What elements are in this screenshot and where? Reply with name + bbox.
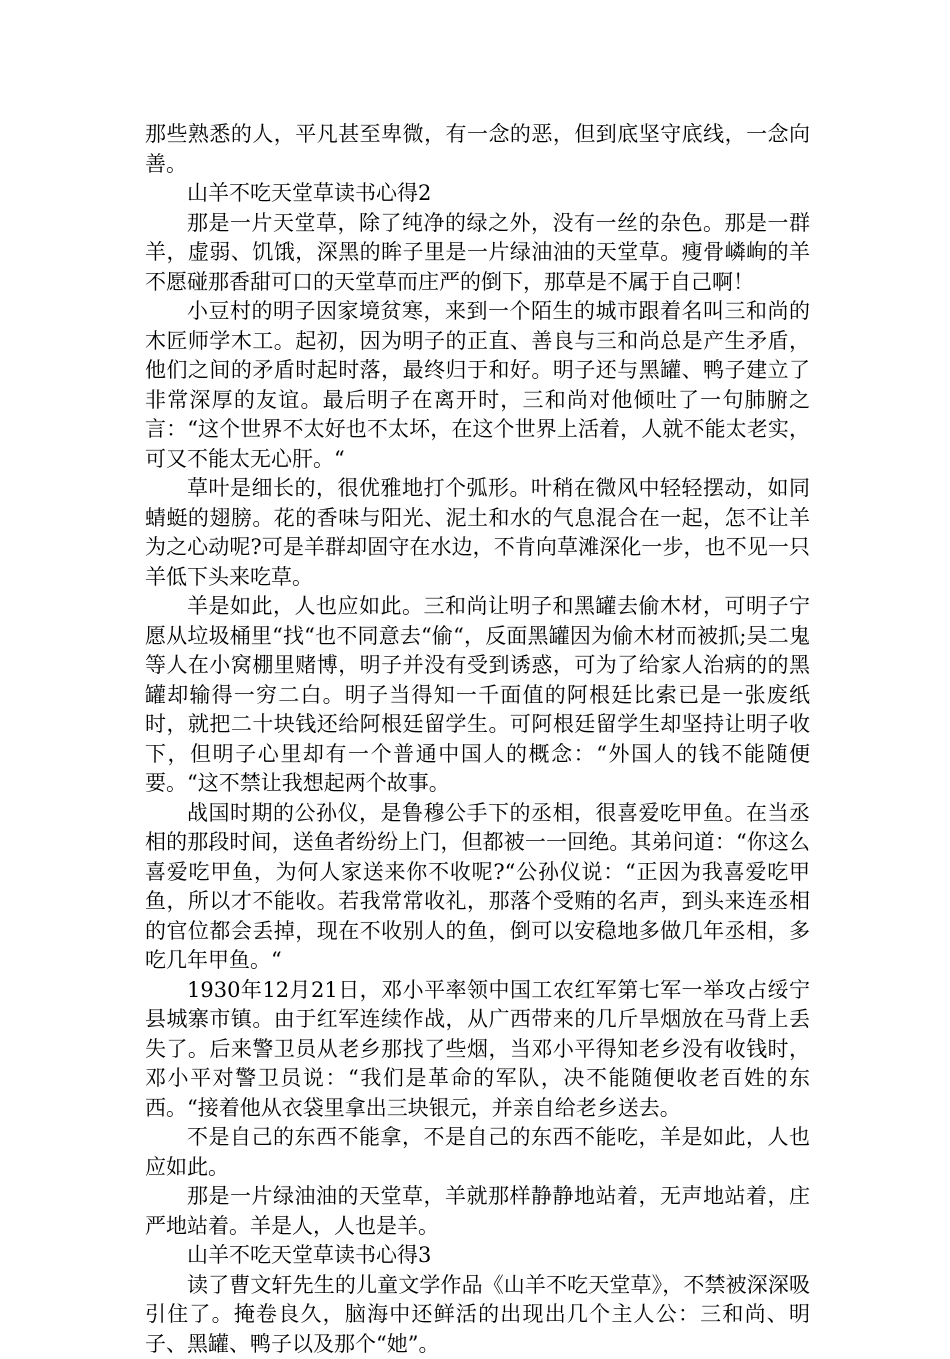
document-body <box>145 120 810 1359</box>
paragraph: 那是一片绿油油的天堂草，羊就那样静静地站着，无声地站着，庄严地站着。羊是人，人也是羊。 <box>145 1182 810 1241</box>
paragraph: 战国时期的公孙仪，是鲁穆公手下的丞相，很喜爱吃甲鱼。在当丞相的那段时间，送鱼者纷纷上门，但都被一一回绝。其弟问道：“你这么喜爱吃甲鱼，为何人家送来你不收呢?“公孙仪说：“正因为我喜爱吃甲鱼，所以才不能收。若我常常收礼，那落个受贿的名声，到头来连丞相的官位都会丢掉，现在不收别人的鱼，倒可以安稳地多做几年丞相，多吃几年甲鱼。“ <box>145 799 810 976</box>
paragraph: 读了曹文轩先生的儿童文学作品《山羊不吃天堂草》，不禁被深深吸引住了。掩卷良久，脑海中还鲜活的出现出几个主人公：三和尚、明子、黑罐、鸭子以及那个“她”。 <box>145 1271 810 1359</box>
paragraph-continuation: 那些熟悉的人，平凡甚至卑微，有一念的恶，但到底坚守底线，一念向善。 <box>145 120 810 179</box>
paragraph: 不是自己的东西不能拿，不是自己的东西不能吃，羊是如此，人也应如此。 <box>145 1123 810 1182</box>
paragraph: 小豆村的明子因家境贫寒，来到一个陌生的城市跟着名叫三和尚的木匠师学木工。起初，因为明子的正直、善良与三和尚总是产生矛盾，他们之间的矛盾时起时落，最终归于和好。明子还与黑罐、鸭子建立了非常深厚的友谊。最后明子在离开时，三和尚对他倾吐了一句肺腑之言：“这个世界不太好也不太坏，在这个世界上活着，人就不能太老实，可又不能太无心肝。“ <box>145 297 810 474</box>
paragraph: 那是一片天堂草，除了纯净的绿之外，没有一丝的杂色。那是一群羊，虚弱、饥饿，深黑的眸子里是一片绿油油的天堂草。瘦骨嶙峋的羊不愿碰那香甜可口的天堂草而庄严的倒下，那草是不属于自己啊！ <box>145 209 810 298</box>
paragraph: 草叶是细长的，很优雅地打个弧形。叶稍在微风中轻轻摆动，如同蜻蜓的翅膀。花的香味与阳光、泥土和水的气息混合在一起，怎不让羊为之心动呢?可是羊群却固守在水边，不肯向草滩深化一步，也不见一只羊低下头来吃草。 <box>145 474 810 592</box>
section-heading-3: 山羊不吃天堂草读书心得3 <box>145 1241 810 1271</box>
paragraph: 1930年12月21日，邓小平率领中国工农红军第七军一举攻占绥宁县城寨市镇。由于红军连续作战，从广西带来的几斤旱烟放在马背上丢失了。后来警卫员从老乡那找了些烟，当邓小平得知老乡没有收钱时，邓小平对警卫员说：“我们是革命的军队，决不能随便收老百姓的东西。“接着他从衣袋里拿出三块银元，并亲自给老乡送去。 <box>145 976 810 1124</box>
paragraph: 羊是如此，人也应如此。三和尚让明子和黑罐去偷木材，可明子宁愿从垃圾桶里“找“也不同意去“偷“，反面黑罐因为偷木材而被抓;吴二鬼等人在小窝棚里赌博，明子并没有受到诱惑，可为了给家人治病的的黑罐却输得一穷二白。明子当得知一千面值的阿根廷比索已是一张废纸时，就把二十块钱还给阿根廷留学生。可阿根廷留学生却坚持让明子收下，但明子心里却有一个普通中国人的概念：“外国人的钱不能随便要。“这不禁让我想起两个故事。 <box>145 592 810 799</box>
section-heading-2: 山羊不吃天堂草读书心得2 <box>145 179 810 209</box>
